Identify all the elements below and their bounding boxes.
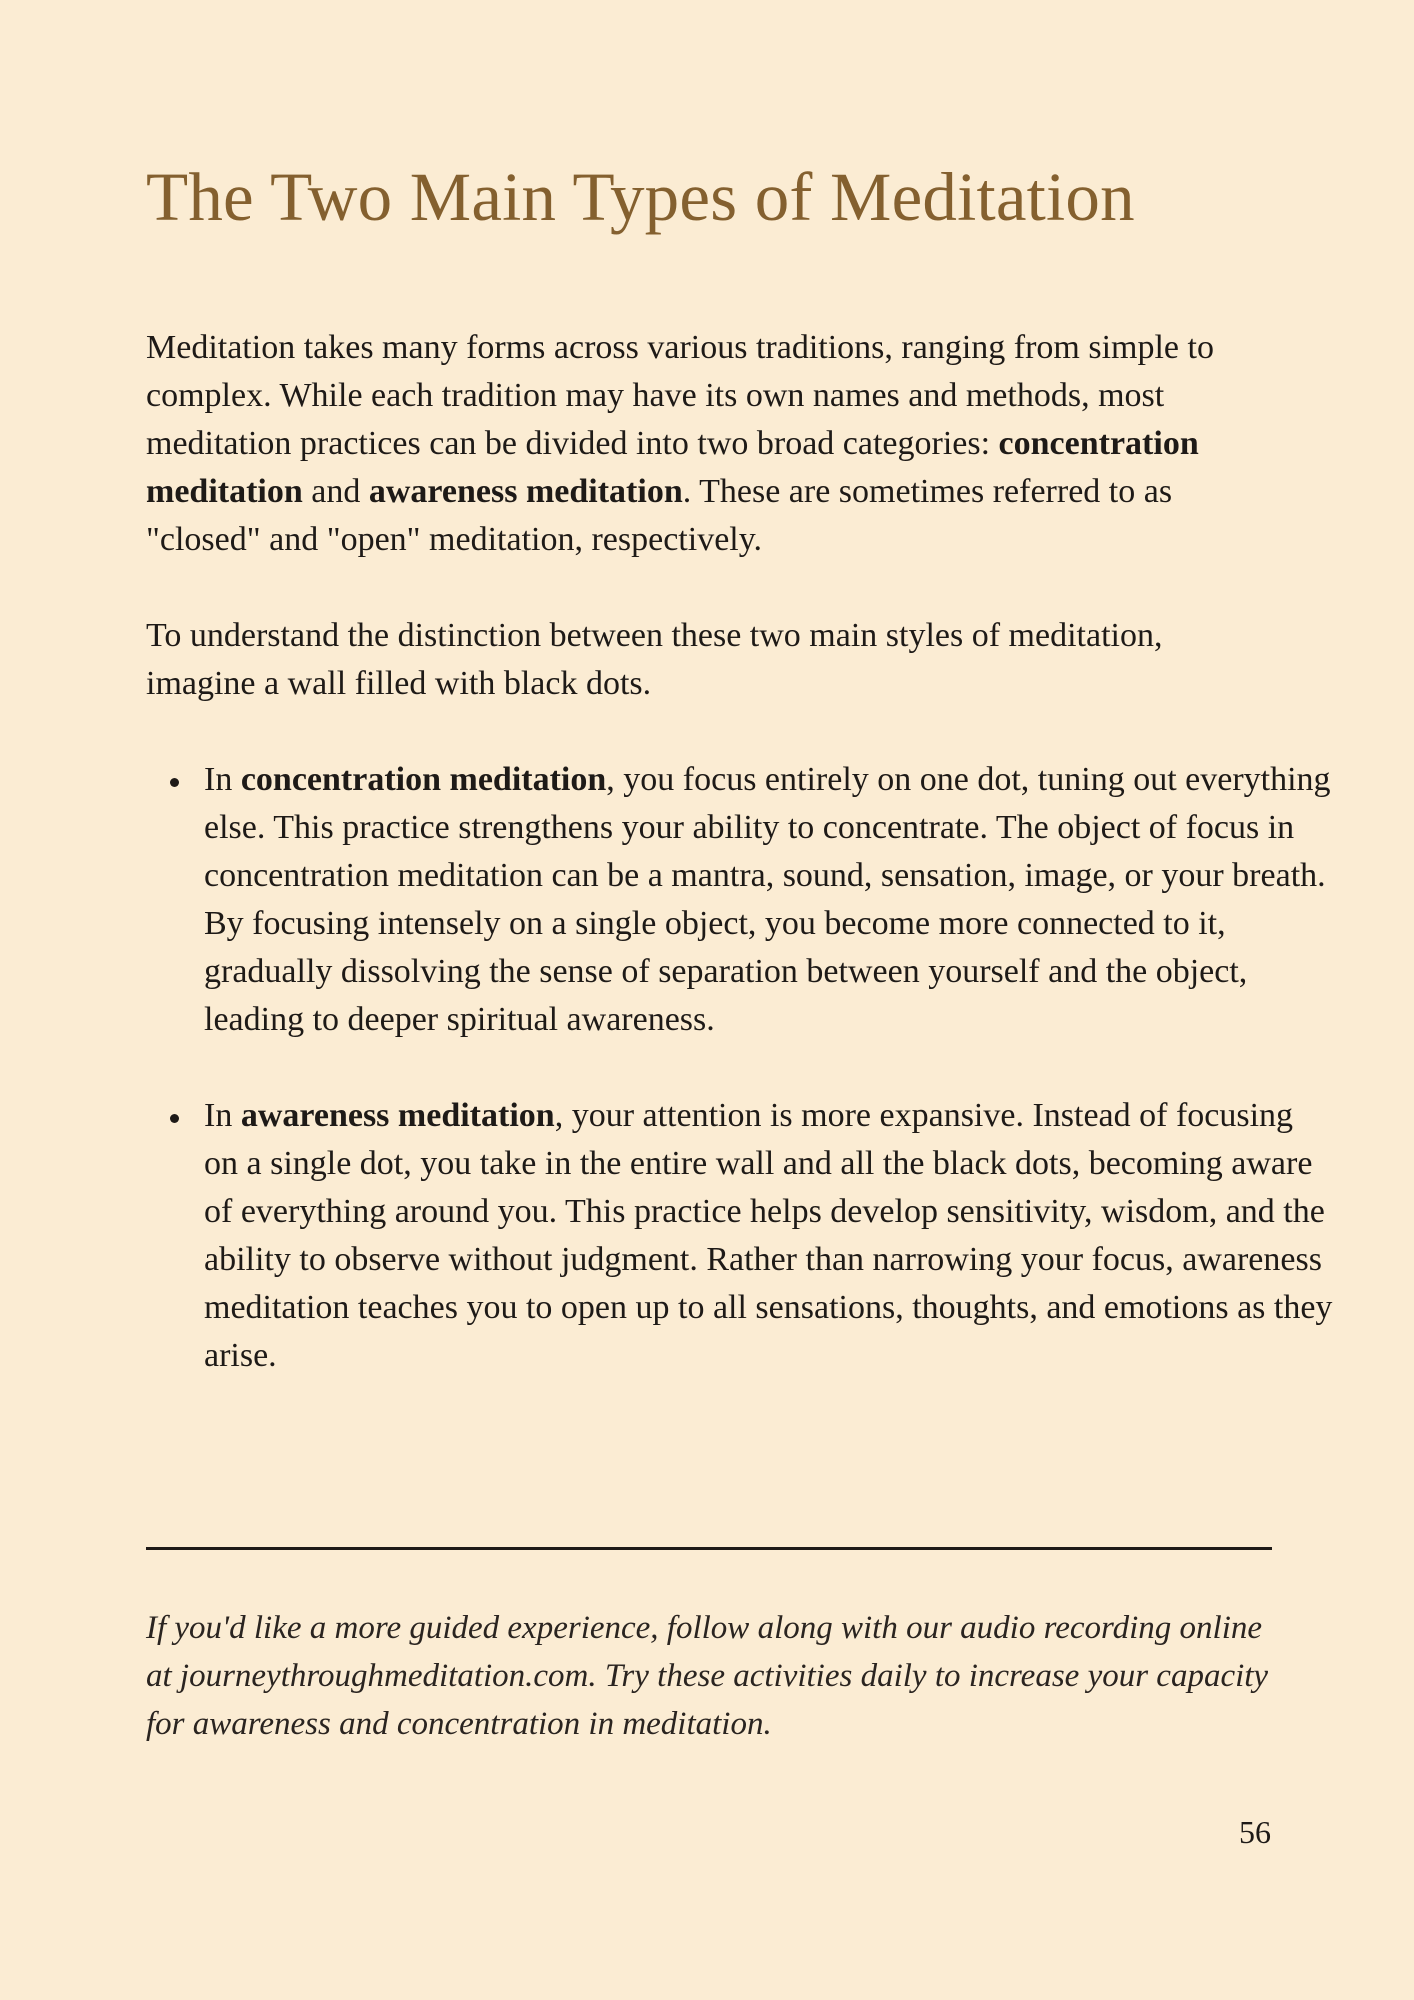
list-item-awareness (204, 1092, 1334, 1380)
list-item-concentration (204, 756, 1334, 1044)
guided-experience-note: If you'd like a more guided experience, follow along with our audio recording online at journeythroughmeditation.com. Try these activities daily to increase your capacity for awareness and concentration in meditation. (146, 1610, 1269, 1742)
intro-paragraph (146, 324, 1276, 564)
wall-analogy-paragraph: To understand the distinction between these two main styles of meditation, imagine a wall filled with black dots. (146, 617, 1163, 702)
intro-text-middle: and (302, 473, 369, 510)
list-item-term: awareness meditation (240, 1097, 555, 1134)
page-number: 56 (1239, 1814, 1271, 1850)
list-item-description: , your attention is more expansive. Instead of focusing on a single dot, you take in the entire wall and all the black dots, becoming aware of everything around you. This practice helps develop sensitivity, wisdom, and the ability to observe without judgment. Rather than narrowing your focus, awareness meditation teaches you to open up to all sensations, thoughts, and emotions as they arise. (204, 1097, 1333, 1374)
section-divider (146, 1547, 1272, 1550)
intro-text-start: Meditation takes many forms across various traditions, ranging from simple to complex. While each tradition may have its own names and methods, most meditation practices can be divided into two broad categories: (146, 329, 1214, 462)
list-item-description: , you focus entirely on one dot, tuning out everything else. This practice strengthens your ability to concentrate. The object of focus in concentration meditation can be a mantra, sound, sensation, image, or your breath. By focusing intensely on a single object, you become more connected to it, gradually dissolving the sense of separation between yourself and the object, leading to deeper spiritual awareness. (204, 761, 1331, 1038)
intro-bold-awareness: awareness meditation (368, 473, 683, 510)
list-item-prefix: In (204, 761, 241, 798)
list-item-prefix: In (204, 1097, 241, 1134)
meditation-types-list (146, 756, 1334, 1380)
list-item-term: concentration meditation (240, 761, 607, 798)
intro-bold-concentration: concentration meditation (146, 425, 1199, 510)
page-title: The Two Main Types of Meditation (146, 159, 1135, 235)
intro-text-end: . These are sometimes referred to as "closed" and "open" meditation, respectively. (146, 473, 1173, 558)
